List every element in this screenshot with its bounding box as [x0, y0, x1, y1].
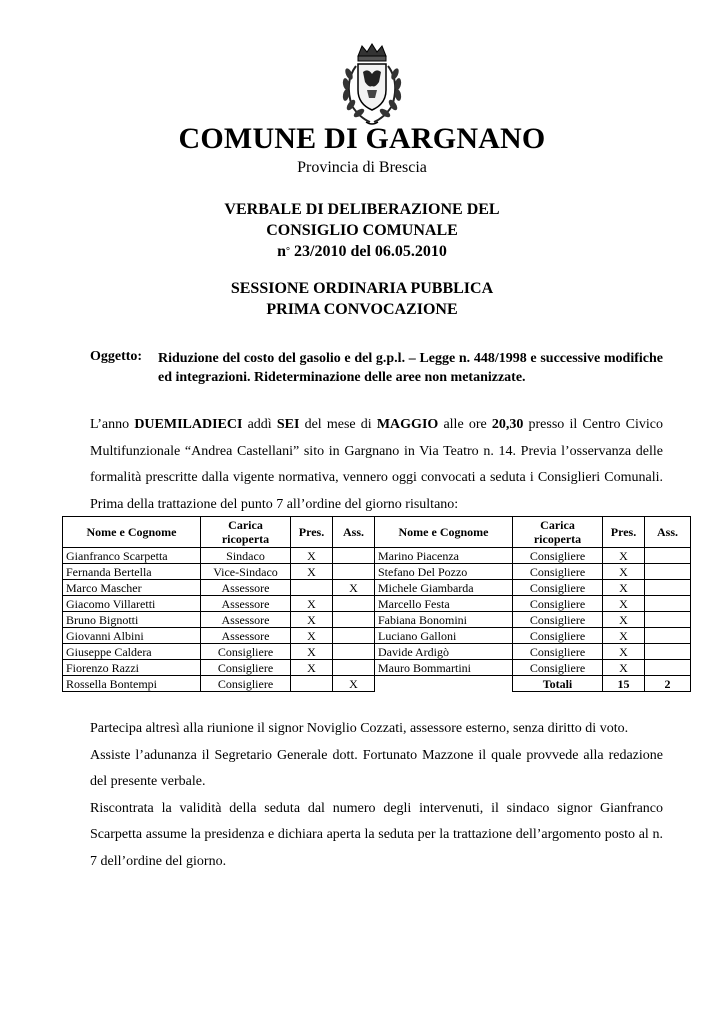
member-name: Fernanda Bertella: [63, 564, 201, 580]
intro-text: alle ore: [438, 417, 492, 432]
member-role: Assessore: [201, 628, 291, 644]
member-present: X: [603, 548, 645, 564]
subject-text: Riduzione del costo del gasolio e del g.p.l. – Legge n. 448/1998 e successive modifiche ed integrazioni. Rideterminazione delle aree non metanizzate.: [158, 351, 663, 385]
member-name: Marcello Festa: [375, 596, 513, 612]
member-present: X: [291, 564, 333, 580]
deliberation-number: [0, 241, 724, 262]
member-name: Giacomo Villaretti: [63, 596, 201, 612]
member-role: Consigliere: [513, 628, 603, 644]
member-role: Consigliere: [201, 660, 291, 676]
header-absent: Ass.: [333, 517, 375, 548]
session-type: SESSIONE ORDINARIA PUBBLICA: [230, 280, 494, 297]
member-name: Bruno Bignotti: [63, 612, 201, 628]
member-role: Assessore: [201, 612, 291, 628]
member-name: Stefano Del Pozzo: [375, 564, 513, 580]
table-row: [63, 612, 691, 628]
member-name: Fabiana Bonomini: [375, 612, 513, 628]
number-degree: °: [286, 246, 290, 257]
member-role: Consigliere: [513, 644, 603, 660]
member-role: Consigliere: [513, 660, 603, 676]
member-role: Assessore: [201, 596, 291, 612]
intro-month: MAGGIO: [376, 417, 439, 432]
member-absent: [333, 660, 375, 676]
member-name: Giuseppe Caldera: [63, 644, 201, 660]
member-present: X: [291, 628, 333, 644]
intro-time: 20,30: [491, 417, 524, 432]
member-name: Fiorenzo Razzi: [63, 660, 201, 676]
member-role: Consigliere: [513, 612, 603, 628]
header-role: Carica ricoperta: [513, 517, 603, 548]
member-present: X: [603, 580, 645, 596]
member-absent: [333, 548, 375, 564]
member-role: Consigliere: [513, 564, 603, 580]
member-role: Consigliere: [201, 676, 291, 692]
province-subtitle: Provincia di Brescia: [297, 159, 427, 176]
table-row: [63, 564, 691, 580]
header-name: Nome e Cognome: [375, 517, 513, 548]
coat-of-arms-icon: [334, 42, 410, 128]
member-name: Mauro Bommartini: [375, 660, 513, 676]
member-name: Davide Ardigò: [375, 644, 513, 660]
member-present: X: [603, 612, 645, 628]
member-present: X: [291, 548, 333, 564]
member-name: Michele Giambarda: [375, 580, 513, 596]
document-heading-line2: CONSIGLIO COMUNALE: [266, 222, 458, 239]
convocation-type: PRIMA CONVOCAZIONE: [266, 301, 458, 318]
member-absent: [645, 628, 691, 644]
member-absent: [645, 548, 691, 564]
table-header-row: [63, 517, 691, 548]
empty-cell: [375, 676, 513, 692]
header-absent: Ass.: [645, 517, 691, 548]
member-present: [291, 580, 333, 596]
paragraph-validity: Riscontrata la validità della seduta dal numero degli intervenuti, il sindaco signor Gianfranco Scarpetta assume la presidenza e dichiara aperta la seduta per la trattazione dell’argomento posto al n. 7 dell’ordine del giorno.: [90, 800, 663, 869]
totals-absent: 2: [645, 676, 691, 692]
member-role: Assessore: [201, 580, 291, 596]
member-absent: [645, 660, 691, 676]
body-paragraphs: [90, 716, 663, 875]
member-absent: [645, 644, 691, 660]
member-name: Luciano Galloni: [375, 628, 513, 644]
member-present: X: [291, 612, 333, 628]
member-absent: [333, 644, 375, 660]
table-row: [63, 548, 691, 564]
member-role: Consigliere: [513, 596, 603, 612]
member-absent: X: [333, 580, 375, 596]
member-role: Vice-Sindaco: [201, 564, 291, 580]
member-absent: [333, 612, 375, 628]
member-role: Consigliere: [513, 548, 603, 564]
member-role: Sindaco: [201, 548, 291, 564]
member-present: X: [291, 596, 333, 612]
header-role: Carica ricoperta: [201, 517, 291, 548]
intro-day: SEI: [276, 417, 300, 432]
member-absent: [645, 580, 691, 596]
header-present: Pres.: [291, 517, 333, 548]
subject-label: Oggetto:: [90, 349, 143, 364]
intro-year: DUEMILADIECI: [134, 417, 243, 432]
member-name: Rossella Bontempi: [63, 676, 201, 692]
table-row: [63, 660, 691, 676]
member-present: X: [291, 644, 333, 660]
attendance-table: [62, 516, 691, 692]
table-row: [63, 644, 691, 660]
totals-label: Totali: [513, 676, 603, 692]
member-present: X: [291, 660, 333, 676]
member-present: X: [603, 564, 645, 580]
intro-text: addì: [242, 417, 277, 432]
intro-paragraph: [90, 412, 663, 518]
member-role: Consigliere: [513, 580, 603, 596]
member-name: Gianfranco Scarpetta: [63, 548, 201, 564]
totals-present: 15: [603, 676, 645, 692]
member-present: X: [603, 644, 645, 660]
member-absent: [333, 596, 375, 612]
table-row: [63, 628, 691, 644]
member-name: Giovanni Albini: [63, 628, 201, 644]
member-present: [291, 676, 333, 692]
municipality-title: COMUNE DI GARGNANO: [178, 122, 546, 155]
header-name: Nome e Cognome: [63, 517, 201, 548]
header-present: Pres.: [603, 517, 645, 548]
member-present: X: [603, 628, 645, 644]
member-absent: [333, 628, 375, 644]
member-absent: [645, 596, 691, 612]
number-prefix: n: [277, 243, 286, 260]
table-row: [63, 580, 691, 596]
number-rest: 23/2010 del 06.05.2010: [290, 243, 447, 260]
member-absent: [645, 564, 691, 580]
intro-text: presso il Centro Civico Multifunzionale “Andrea Castellani” sito in Gargnano in Via Teatro n. 14. Previa l’osservanza delle formalità prescritte dalla vigente normativa, vennero oggi convocati a seduta i Consiglieri Comunali. Prima della trattazione del punto 7 all’ordine del giorno risultano:: [90, 417, 663, 512]
paragraph-secretary: Assiste l’adunanza il Segretario Generale dott. Fortunato Mazzone il quale provvede alla redazione del presente verbale.: [90, 747, 663, 789]
member-name: Marino Piacenza: [375, 548, 513, 564]
intro-text: L’anno: [90, 417, 135, 432]
member-present: X: [603, 596, 645, 612]
member-absent: [645, 612, 691, 628]
intro-text: del mese di: [299, 417, 377, 432]
member-role: Consigliere: [201, 644, 291, 660]
member-name: Marco Mascher: [63, 580, 201, 596]
paragraph-participation: Partecipa altresì alla riunione il signor Noviglio Cozzati, assessore esterno, senza diritto di voto.: [90, 721, 629, 736]
member-present: X: [603, 660, 645, 676]
table-row: [63, 596, 691, 612]
member-absent: [333, 564, 375, 580]
table-row: [63, 676, 691, 692]
document-heading-line1: VERBALE DI DELIBERAZIONE DEL: [224, 201, 500, 218]
member-absent: X: [333, 676, 375, 692]
